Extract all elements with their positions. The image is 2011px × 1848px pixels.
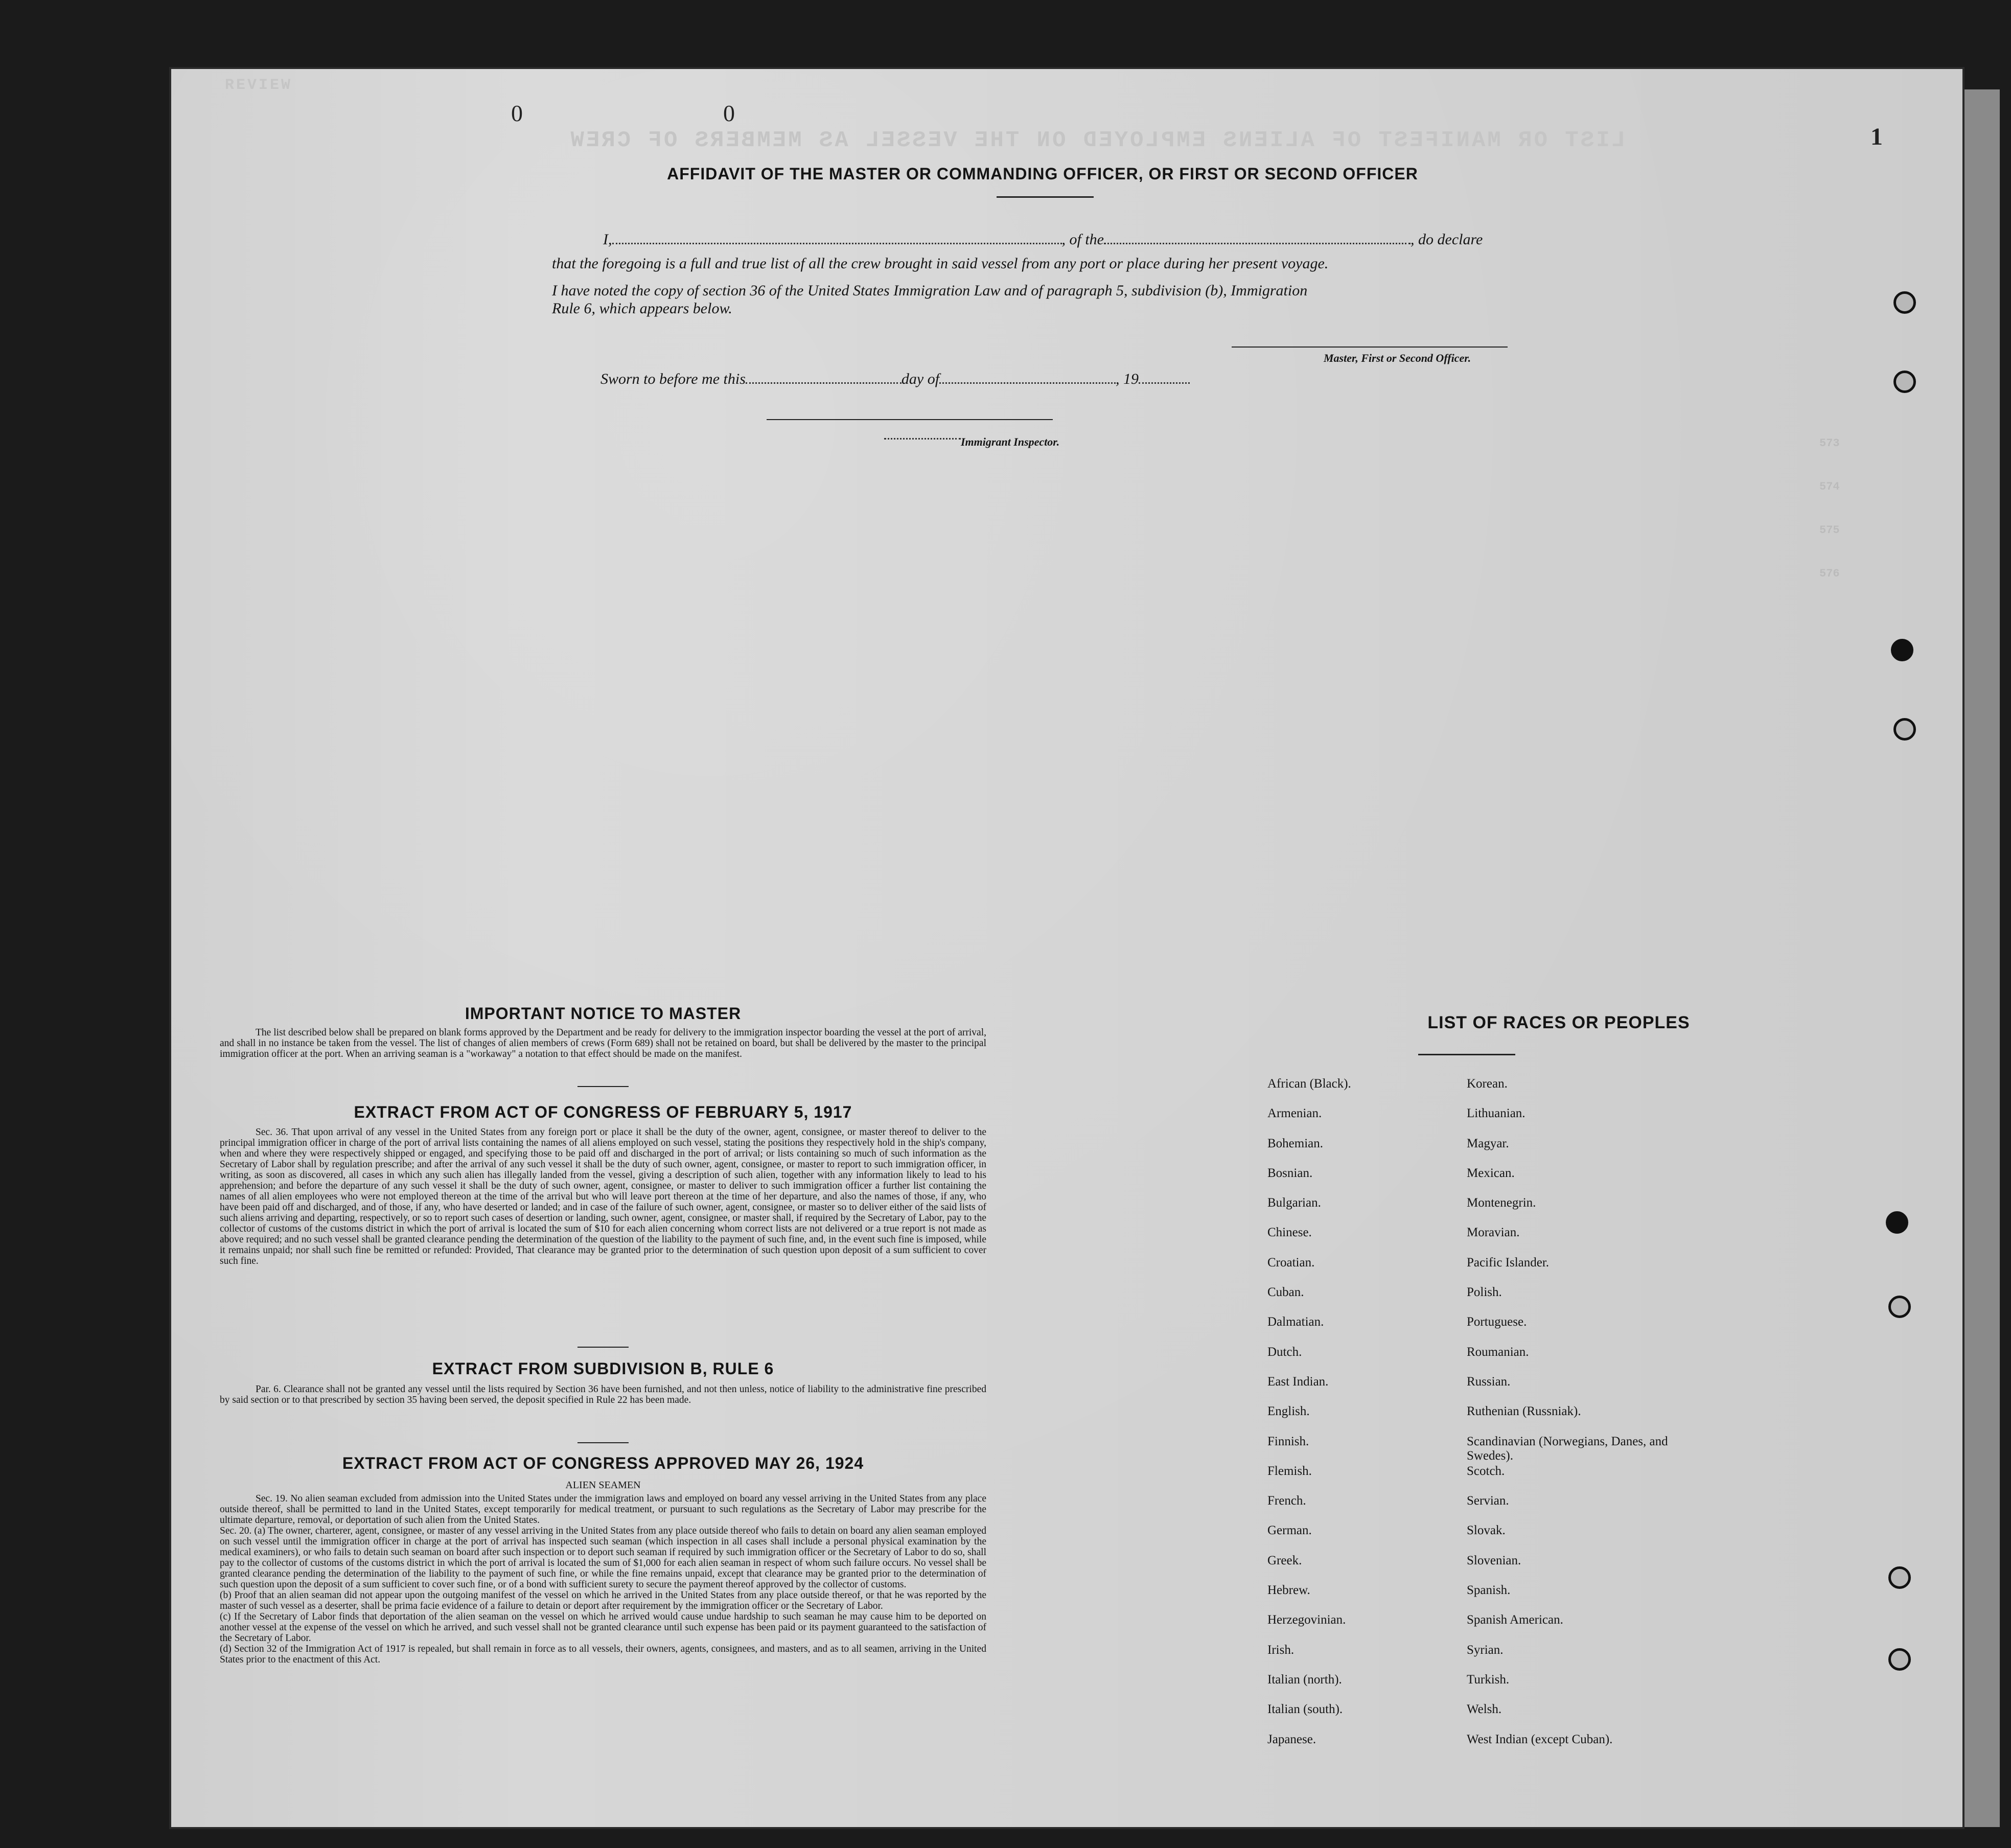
race-item: Welsh.	[1467, 1702, 1502, 1717]
faint-header-left: REVIEW	[225, 77, 293, 94]
affidavit-line-3: I have noted the copy of section 36 of the United States Immigration Law and of paragraph 5, subdivision (b), Immigration	[552, 282, 1308, 299]
race-item: Slovak.	[1467, 1523, 1506, 1538]
race-item: Magyar.	[1467, 1136, 1509, 1150]
race-item: Herzegovinian.	[1267, 1613, 1346, 1627]
race-item: Bohemian.	[1267, 1136, 1324, 1150]
race-item: Ruthenian (Russniak).	[1467, 1404, 1581, 1419]
divider	[577, 1442, 629, 1443]
affidavit-of-the: , of the	[1061, 231, 1104, 248]
race-item: Syrian.	[1467, 1643, 1504, 1657]
affidavit-i: I,	[603, 231, 612, 248]
races-right-column	[1467, 1077, 1692, 1762]
handwritten-mark: 0	[511, 100, 523, 126]
race-item: Lithuanian.	[1467, 1106, 1525, 1121]
divider	[577, 1347, 629, 1348]
sworn-text: Sworn to before me this	[600, 371, 746, 387]
binder-hole	[1893, 371, 1916, 393]
act-1924-text: Sec. 19. No alien seaman excluded from admission into the United States under the immigration laws and employed on board any vessel arriving in the United States from any place outside thereof, shall be permitted to land in the United States, except temporarily for medical treatment, or pursuant to such regulations as the Secretary of Labor may prescribe for the ultimate departure, removal, or deportation of such alien from the United States. Sec. 20. (a) The owner, charterer, agent, consignee, or master of any vessel arriving in the United States from any place outside thereof who fails to detain on board any alien seaman employed on such vessel until the immigration officer in charge at the port of arrival has inspected such seaman (which inspection in all cases shall include a personal physical examination by the medical examiners), or who fails to detain such seaman on board after such inspection or to deport such seaman if required by such immigration officer or the Secretary of Labor to do so, shall pay to the collector of customs of the customs district in which the port of arrival is located the sum of $1,000 for each alien seaman in respect of whom such failure occurs. No vessel shall be granted clearance pending the determination of the liability to the payment of such fine, or while the fine remains unpaid, except that clearance may be granted prior to the determination of such question upon the deposit of a sum sufficient to cover such fine, or of a bond with sufficient surety to secure the payment thereof approved by the collector of customs. (b) Proof that an alien seaman did not appear upon the outgoing manifest of the vessel on which he arrived in the United States from any place outside thereof, or that he was reported by the master of such vessel as a deserter, shall be prima facie evidence of a failure to detain or deport after requirement by the immigration officer or the Secretary of Labor. (c) If the Secretary of Labor finds that deportation of the alien seaman on the vessel on which he arrived would cause undue hardship to such seaman he may cause him to be deported on another vessel at the expense of the vessel on which he arrived, and such vessel shall not be granted clearance until such expense has been paid or its payment guaranteed to the satisfaction of the Secretary of Labor. (d) Section 32 of the Immigration Act of 1917 is repealed, but shall remain in force as to all vessels, their owners, agents, consignees, and masters, and as to all seamen, arriving in the United States prior to the enactment of this Act.	[220, 1493, 986, 1665]
race-item: Bosnian.	[1267, 1166, 1313, 1180]
notice-text: The list described below shall be prepared on blank forms approved by the Department and be ready for delivery to the immigration inspector boarding the vessel at the port of arrival, and shall in no instance be taken from the vessel. The list of changes of alien members of crews (Form 689) shall not be retained on board, but shall be delivered by the master to the principal immigration officer at the port. When an arriving seaman is a "workaway" a notation to that effect should be made on the manifest.	[220, 1027, 986, 1059]
ghost-number: 573	[1819, 437, 1840, 450]
race-item: Pacific Islander.	[1467, 1255, 1550, 1269]
race-item: Spanish.	[1467, 1583, 1511, 1598]
sworn-line	[600, 367, 1265, 391]
race-item: Moravian.	[1467, 1226, 1520, 1240]
inspector-label: Immigrant Inspector.	[961, 435, 1060, 448]
sworn-day-of: day of	[901, 371, 940, 387]
race-item: Dutch.	[1267, 1345, 1302, 1359]
race-item: French.	[1267, 1494, 1306, 1508]
notice-title: IMPORTANT NOTICE TO MASTER	[465, 1004, 742, 1023]
ghost-number: 575	[1819, 524, 1840, 537]
race-item: Irish.	[1267, 1643, 1295, 1657]
race-item: German.	[1267, 1523, 1312, 1538]
race-item: Portuguese.	[1467, 1315, 1527, 1329]
act-1917-title: EXTRACT FROM ACT OF CONGRESS OF FEBRUARY 5, 1917	[354, 1103, 852, 1121]
race-item: Slovenian.	[1467, 1553, 1521, 1567]
race-item: Scandinavian (Norwegians, Danes, and Swedes).	[1467, 1434, 1668, 1463]
race-item: Spanish American.	[1467, 1613, 1563, 1627]
binder-hole	[1893, 291, 1916, 314]
race-item: Turkish.	[1467, 1672, 1510, 1687]
race-item: Chinese.	[1267, 1226, 1312, 1240]
race-item: Russian.	[1467, 1374, 1511, 1389]
race-item: Flemish.	[1267, 1464, 1312, 1478]
affidavit-title: AFFIDAVIT OF THE MASTER OR COMMANDING OFFICER, OR FIRST OR SECOND OFFICER	[667, 165, 1418, 183]
races-title: LIST OF RACES OR PEOPLES	[1427, 1013, 1690, 1032]
binder-hole	[1891, 639, 1913, 661]
race-item: Cuban.	[1267, 1285, 1304, 1300]
race-item: Hebrew.	[1267, 1583, 1310, 1598]
rule-6-text: Par. 6. Clearance shall not be granted any vessel until the lists required by Section 36 have been furnished, and not then unless, notice of liability to the administrative fine prescribed by said section or to that prescribed by section 35 having been served, the deposit specified in Rule 22 has been made.	[220, 1384, 986, 1405]
race-item: Scotch.	[1467, 1464, 1505, 1478]
inspector-top-line	[767, 419, 1053, 420]
race-item: Italian (south).	[1267, 1702, 1343, 1717]
race-item: East Indian.	[1267, 1374, 1329, 1389]
affidavit-do-declare: , do declare	[1411, 231, 1483, 248]
rule-6-title: EXTRACT FROM SUBDIVISION B, RULE 6	[432, 1359, 774, 1378]
race-item: Montenegrin.	[1467, 1196, 1536, 1210]
sworn-day-blank[interactable]	[746, 382, 902, 384]
race-item: Armenian.	[1267, 1106, 1322, 1121]
sworn-month-blank[interactable]	[939, 382, 1116, 384]
inspector-blank[interactable]	[884, 438, 961, 440]
sworn-year-blank[interactable]	[1139, 382, 1190, 384]
race-item: West Indian (except Cuban).	[1467, 1732, 1613, 1746]
race-item: Bulgarian.	[1267, 1196, 1321, 1210]
binder-hole	[1888, 1648, 1911, 1671]
race-item: Dalmatian.	[1267, 1315, 1324, 1329]
corner-page-mark: 1	[1870, 123, 1883, 150]
affidavit-line-2: that the foregoing is a full and true list of all the crew brought in said vessel from any port or place during her present voyage.	[552, 255, 1329, 272]
binder-hole	[1888, 1296, 1911, 1318]
divider	[997, 196, 1094, 198]
race-item: African (Black).	[1267, 1077, 1351, 1091]
race-item: Polish.	[1467, 1285, 1502, 1300]
race-item: Roumanian.	[1467, 1345, 1529, 1359]
affidavit-line-4: Rule 6, which appears below.	[552, 300, 732, 317]
divider	[577, 1086, 629, 1087]
races-left-column	[1267, 1077, 1492, 1762]
sworn-year: , 19	[1116, 371, 1139, 387]
race-item: English.	[1267, 1404, 1310, 1419]
binder-hole	[1888, 1566, 1911, 1589]
faint-header-right: LIST OR MANIFEST OF ALIENS EMPLOYED ON THE VESSEL AS MEMBERS OF CREW	[568, 128, 1625, 153]
race-item: Japanese.	[1267, 1732, 1316, 1746]
race-item: Greek.	[1267, 1553, 1302, 1567]
divider	[1418, 1054, 1515, 1055]
alien-seamen-subtitle: ALIEN SEAMEN	[565, 1480, 641, 1491]
race-item: Servian.	[1467, 1494, 1509, 1508]
binder-hole	[1886, 1211, 1908, 1234]
signature-line[interactable]	[1232, 346, 1508, 348]
race-item: Finnish.	[1267, 1434, 1309, 1448]
name-blank[interactable]	[612, 243, 1062, 244]
act-1924-title: EXTRACT FROM ACT OF CONGRESS APPROVED MAY 26, 1924	[342, 1454, 864, 1472]
vessel-blank[interactable]	[1104, 243, 1411, 244]
binder-hole	[1893, 718, 1916, 741]
race-item: Mexican.	[1467, 1166, 1515, 1180]
ghost-number: 574	[1819, 480, 1840, 493]
race-item: Korean.	[1467, 1077, 1508, 1091]
affidavit-line-1	[603, 227, 1533, 252]
race-item: Italian (north).	[1267, 1672, 1342, 1687]
master-signature-label: Master, First or Second Officer.	[1324, 352, 1471, 364]
handwritten-mark: 0	[723, 100, 735, 126]
race-item: Croatian.	[1267, 1255, 1315, 1269]
ghost-number: 576	[1819, 567, 1840, 580]
act-1917-text: Sec. 36. That upon arrival of any vessel in the United States from any foreign port or place it shall be the duty of the owner, agent, consignee, or master thereof to deliver to the principal immigration officer in charge of the port of arrival lists containing the names of all aliens employed on such vessel, stating the positions they respectively hold in the ship's company, when and where they were respectively shipped or engaged, and specifying those to be paid off and discharged in the port of arrival; or lists containing so much of such information as the Secretary of Labor shall by regulation prescribe; and after the arrival of any such vessel it shall be the duty of such owner, agent, consignee, or master to report to such immigration officer, in writing, as soon as discovered, all cases in which any such alien has illegally landed from the vessel, giving a description of such alien, together with any information likely to lead to his apprehension; and before the departure of any such vessel it shall be the duty of such owner, agent, consignee, or master to deliver to such immigration officer a further list containing the names of all alien employees who were not employed thereon at the time of the arrival but who will leave port thereon at the time of her departure, and also the names of those, if any, who have been paid off and discharged, and of those, if any, who have deserted or landed; and in case of the failure of such owner, agent, consignee, or master so to deliver either of the said lists of such aliens arriving and departing, respectively, or so to report such cases of desertion or landing, such owner, agent, consignee, or master shall, if required by the Secretary of Labor, pay to the collector of customs of the customs district in which the port of arrival is located the sum of $10 for each alien concerning whom correct lists are not delivered or a true report is not made as above required; and no such vessel shall be granted clearance pending the determination of the question of the liability to the payment of such fine, and, in the event such fine is imposed, while it remains unpaid; nor shall such fine be remitted or refunded: Provided, That clearance may be granted prior to the determination of such question upon deposit of a sum sufficient to cover such fine.	[220, 1127, 986, 1266]
